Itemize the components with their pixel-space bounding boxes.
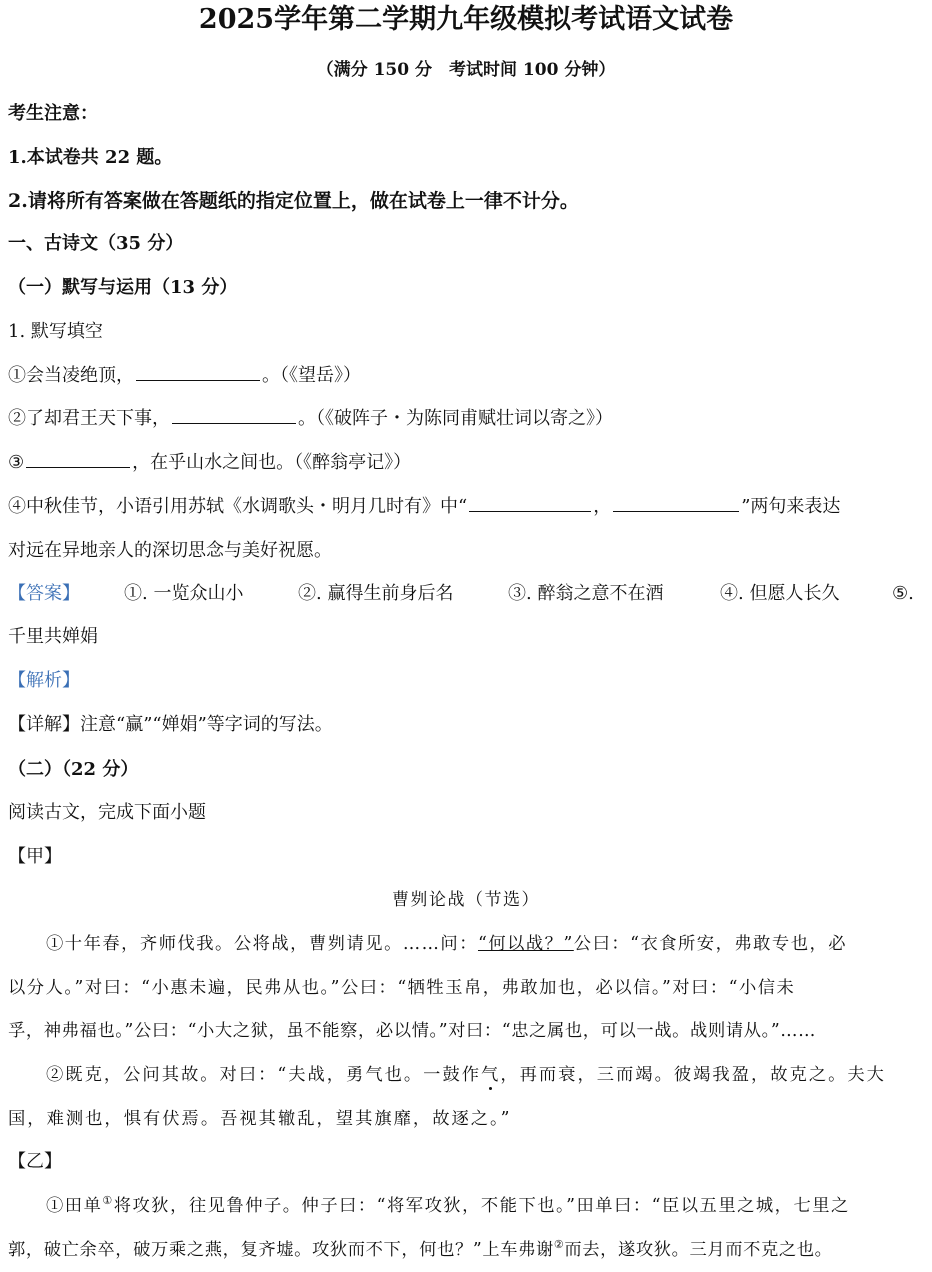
text-segment: 郭，破亡余卒，破万乘之燕，复齐墟。攻狄而不下，何也？”上车弗谢 xyxy=(8,1240,554,1260)
subsection-1-heading: （一）默写与运用（13 分） xyxy=(8,277,238,298)
analysis-tag: 【解析】 xyxy=(8,670,80,691)
answer-blank xyxy=(613,493,739,512)
detail-line: 【详解】注意“赢”“婵娟”等字词的写法。 xyxy=(8,714,333,735)
q1a-suffix: 。（《望岳》） xyxy=(262,365,361,386)
question-1d-continued: 对远在异地亲人的深切思念与美好祝愿。 xyxy=(8,540,332,561)
question-1-label: 1. 默写填空 xyxy=(8,321,103,342)
answer-item-3: ③. 醉翁之意不在酒 xyxy=(508,583,664,604)
answer-blank xyxy=(172,405,296,424)
text-segment: ②既克，公问其故。对曰：“夫战，勇气也。一鼓作 xyxy=(46,1065,482,1085)
answer-item-5: ⑤. xyxy=(892,583,914,604)
answer-line xyxy=(8,580,922,608)
text-segment: ①十年春，齐师伐我。公将战，曹刿请见。……问： xyxy=(46,934,478,954)
q1a-prefix: ①会当凌绝顶， xyxy=(8,365,134,386)
passage-jia-p2-line2: 国，难测也，惧有伏焉。吾视其辙乱，望其旗靡，故逐之。” xyxy=(8,1109,512,1129)
passage-jia-p1-line3: 孚，神弗福也。”公曰：“小大之狱，虽不能察，必以情。”对曰：“忠之属也，可以一战。战则请从。”…… xyxy=(8,1021,817,1041)
q1d-middle: ， xyxy=(593,496,612,517)
page-subtitle: （满分 150 分 考试时间 100 分钟） xyxy=(316,60,616,80)
q1b-suffix: 。（《破阵子・为陈同甫赋壮词以寄之》） xyxy=(298,408,613,429)
text-segment: 而去，遂攻狄。三月而不克之也。 xyxy=(564,1240,833,1260)
text-segment: 公曰：“衣食所安，弗敢专也，必 xyxy=(573,934,848,954)
answer-tag: 【答案】 xyxy=(8,583,80,604)
notice-item-2: 2.请将所有答案做在答题纸的指定位置上，做在试卷上一律不计分。 xyxy=(8,190,579,212)
passage-yi-tag: 【乙】 xyxy=(8,1151,62,1172)
q1c-prefix: ③ xyxy=(8,452,25,473)
answer-blank xyxy=(136,362,260,381)
answer-continued: 千里共婵娟 xyxy=(8,626,98,647)
q1c-suffix: ，在乎山水之间也。（《醉翁亭记》） xyxy=(132,452,412,473)
footnote-marker: ① xyxy=(102,1194,114,1208)
notice-item-1: 1.本试卷共 22 题。 xyxy=(8,147,173,168)
passage-yi-line2 xyxy=(8,1236,922,1264)
footnote-marker: ② xyxy=(553,1238,565,1252)
page-title: 2025学年第二学期九年级模拟考试语文试卷 xyxy=(198,4,734,35)
passage-jia-tag: 【甲】 xyxy=(8,846,62,867)
reading-instruction: 阅读古文，完成下面小题 xyxy=(8,802,206,823)
q1d-suffix: ”两句来表达 xyxy=(741,496,841,517)
answer-blank xyxy=(26,449,130,468)
text-segment: ①田单 xyxy=(46,1196,103,1216)
passage-jia-p1-line2: 以分人。”对曰：“小惠未遍，民弗从也。”公曰：“牺牲玉帛，弗敢加也，必以信。”对曰：“小信未 xyxy=(8,978,796,998)
q1b-prefix: ②了却君王天下事， xyxy=(8,408,170,429)
passage-jia-title: 曹刿论战（节选） xyxy=(392,890,540,910)
answer-blank xyxy=(469,493,591,512)
subsection-2-heading: （二）（22 分） xyxy=(8,759,139,780)
answer-item-1: ①. 一览众山小 xyxy=(124,583,244,604)
passage-jia-p2-line1 xyxy=(46,1061,922,1089)
question-1c xyxy=(8,449,922,477)
notice-heading: 考生注意： xyxy=(8,103,98,124)
passage-jia-p1-line1 xyxy=(46,930,922,958)
answer-item-4: ④. 但愿人长久 xyxy=(720,583,840,604)
question-1d xyxy=(8,493,922,521)
question-1b xyxy=(8,405,922,433)
q1d-prefix: ④中秋佳节，小语引用苏轼《水调歌头・明月几时有》中“ xyxy=(8,496,468,517)
section-heading: 一、古诗文（35 分） xyxy=(8,233,184,254)
question-1a xyxy=(8,362,922,390)
underlined-question: “何以战？” xyxy=(477,934,574,954)
emphasis-char: 气 xyxy=(481,1065,501,1085)
answer-item-2: ②. 赢得生前身后名 xyxy=(298,583,454,604)
passage-yi-line1 xyxy=(46,1192,922,1220)
text-segment: ，再而衰，三而竭。彼竭我盈，故克之。夫大 xyxy=(500,1065,886,1085)
text-segment: 将攻狄，往见鲁仲子。仲子曰：“将军攻狄，不能下也。”田单曰：“臣以五里之城，七里之 xyxy=(113,1196,850,1216)
